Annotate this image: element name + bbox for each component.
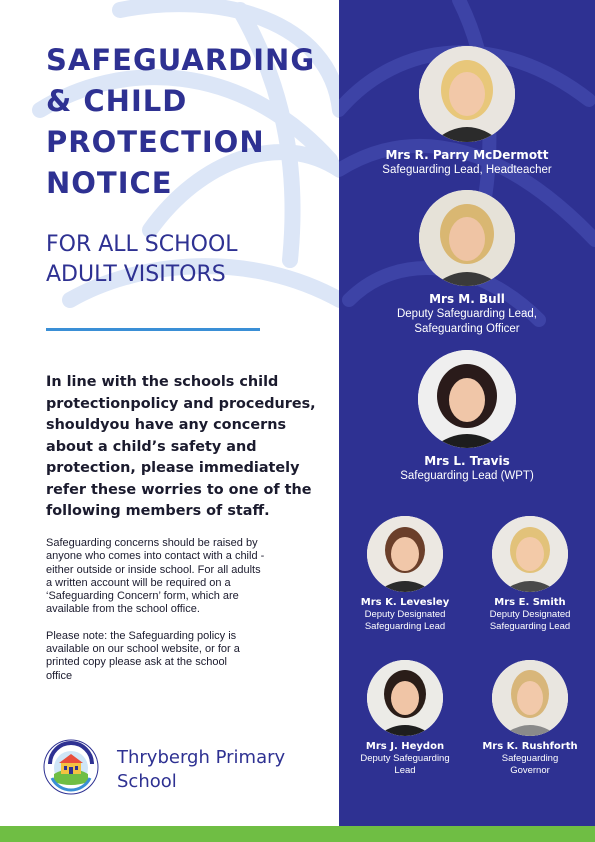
staff-name: Mrs L. Travis: [424, 454, 510, 468]
staff-name: Mrs K. Levesley: [360, 597, 450, 608]
staff-name: Mrs J. Heydon: [365, 741, 445, 752]
page-subtitle: [46, 230, 336, 290]
body-line: Safeguarding concerns should be raised by: [46, 537, 258, 549]
staff-role: Safeguarding Lead: [364, 620, 446, 632]
footer-green-bar: [0, 826, 595, 842]
staff-role: Governor: [510, 764, 550, 776]
staff-name: Mrs E. Smith: [494, 597, 566, 608]
staff-role: Safeguarding Lead: [489, 620, 571, 632]
staff-card: [465, 660, 595, 776]
staff-role: Safeguarding Lead, Headteacher: [382, 164, 552, 176]
staff-card: [339, 660, 471, 776]
intro-line: about a child’s safety and: [46, 438, 257, 455]
staff-card: [339, 190, 595, 337]
staff-portrait-icon: [419, 46, 515, 142]
staff-name: Mrs K. Rushforth: [482, 741, 578, 752]
staff-portrait-icon: [367, 660, 443, 736]
body-line: ‘Safeguarding Concern’ form, which are: [46, 590, 239, 603]
staff-portrait-icon: [367, 516, 443, 592]
staff-card: [339, 350, 595, 484]
intro-line: protection, please immediately: [46, 460, 300, 476]
staff-card: [339, 46, 595, 178]
staff-card: [339, 516, 471, 632]
school-name: [117, 746, 285, 794]
staff-name: Mrs R. Parry McDermott: [385, 148, 549, 162]
body-line: a written account will be required on a: [46, 576, 231, 589]
staff-role: Deputy Safeguarding Lead,: [396, 308, 538, 320]
staff-portrait-icon: [492, 660, 568, 736]
staff-portrait-icon: [418, 350, 516, 448]
school-name-line: Thrybergh Primary: [117, 747, 286, 768]
body-line: printed copy please ask at the school: [46, 656, 228, 669]
staff-role: Safeguarding: [501, 753, 559, 764]
title-line: PROTECTION: [46, 125, 265, 159]
staff-role: Safeguarding Lead (WPT): [400, 470, 534, 482]
staff-portrait-icon: [419, 190, 515, 286]
staff-portrait-icon: [492, 516, 568, 592]
intro-line: shouldyou have any concerns: [46, 417, 287, 433]
staff-role: Safeguarding Officer: [414, 323, 520, 335]
staff-role: Deputy Designated: [489, 609, 571, 620]
school-crest-icon: [42, 738, 100, 796]
staff-role: Lead: [394, 764, 416, 776]
staff-card: [465, 516, 595, 632]
title-line: NOTICE: [46, 166, 173, 200]
body-line: anyone who comes into contact with a child -: [46, 550, 265, 563]
divider: [46, 328, 260, 331]
body-line: Please note: the Safeguarding policy is: [46, 629, 237, 642]
intro-line: refer these worries to one of the: [46, 481, 312, 498]
intro-text: [46, 372, 326, 523]
body-line: available on our school website, or for a: [46, 643, 240, 656]
intro-line: protectionpolicy and procedures,: [46, 395, 316, 412]
title-line: & CHILD: [46, 84, 188, 118]
page-title: [46, 40, 336, 204]
staff-name: Mrs M. Bull: [429, 292, 505, 306]
title-line: SAFEGUARDING: [46, 43, 316, 77]
staff-role: Deputy Designated: [364, 609, 446, 620]
body-text: [46, 537, 326, 683]
subtitle-line: ADULT VISITORS: [46, 262, 226, 287]
school-name-line: School: [117, 771, 177, 792]
intro-line: In line with the schools child: [46, 374, 279, 390]
subtitle-line: FOR ALL SCHOOL: [46, 232, 238, 257]
body-line: available from the school office.: [46, 603, 200, 616]
body-line: either outside or inside school. For all adults: [46, 563, 261, 576]
staff-role: Deputy Safeguarding: [360, 753, 450, 764]
intro-line: following members of staff.: [46, 503, 270, 519]
body-line: office: [46, 669, 73, 682]
paragraph-gap: [46, 617, 326, 630]
